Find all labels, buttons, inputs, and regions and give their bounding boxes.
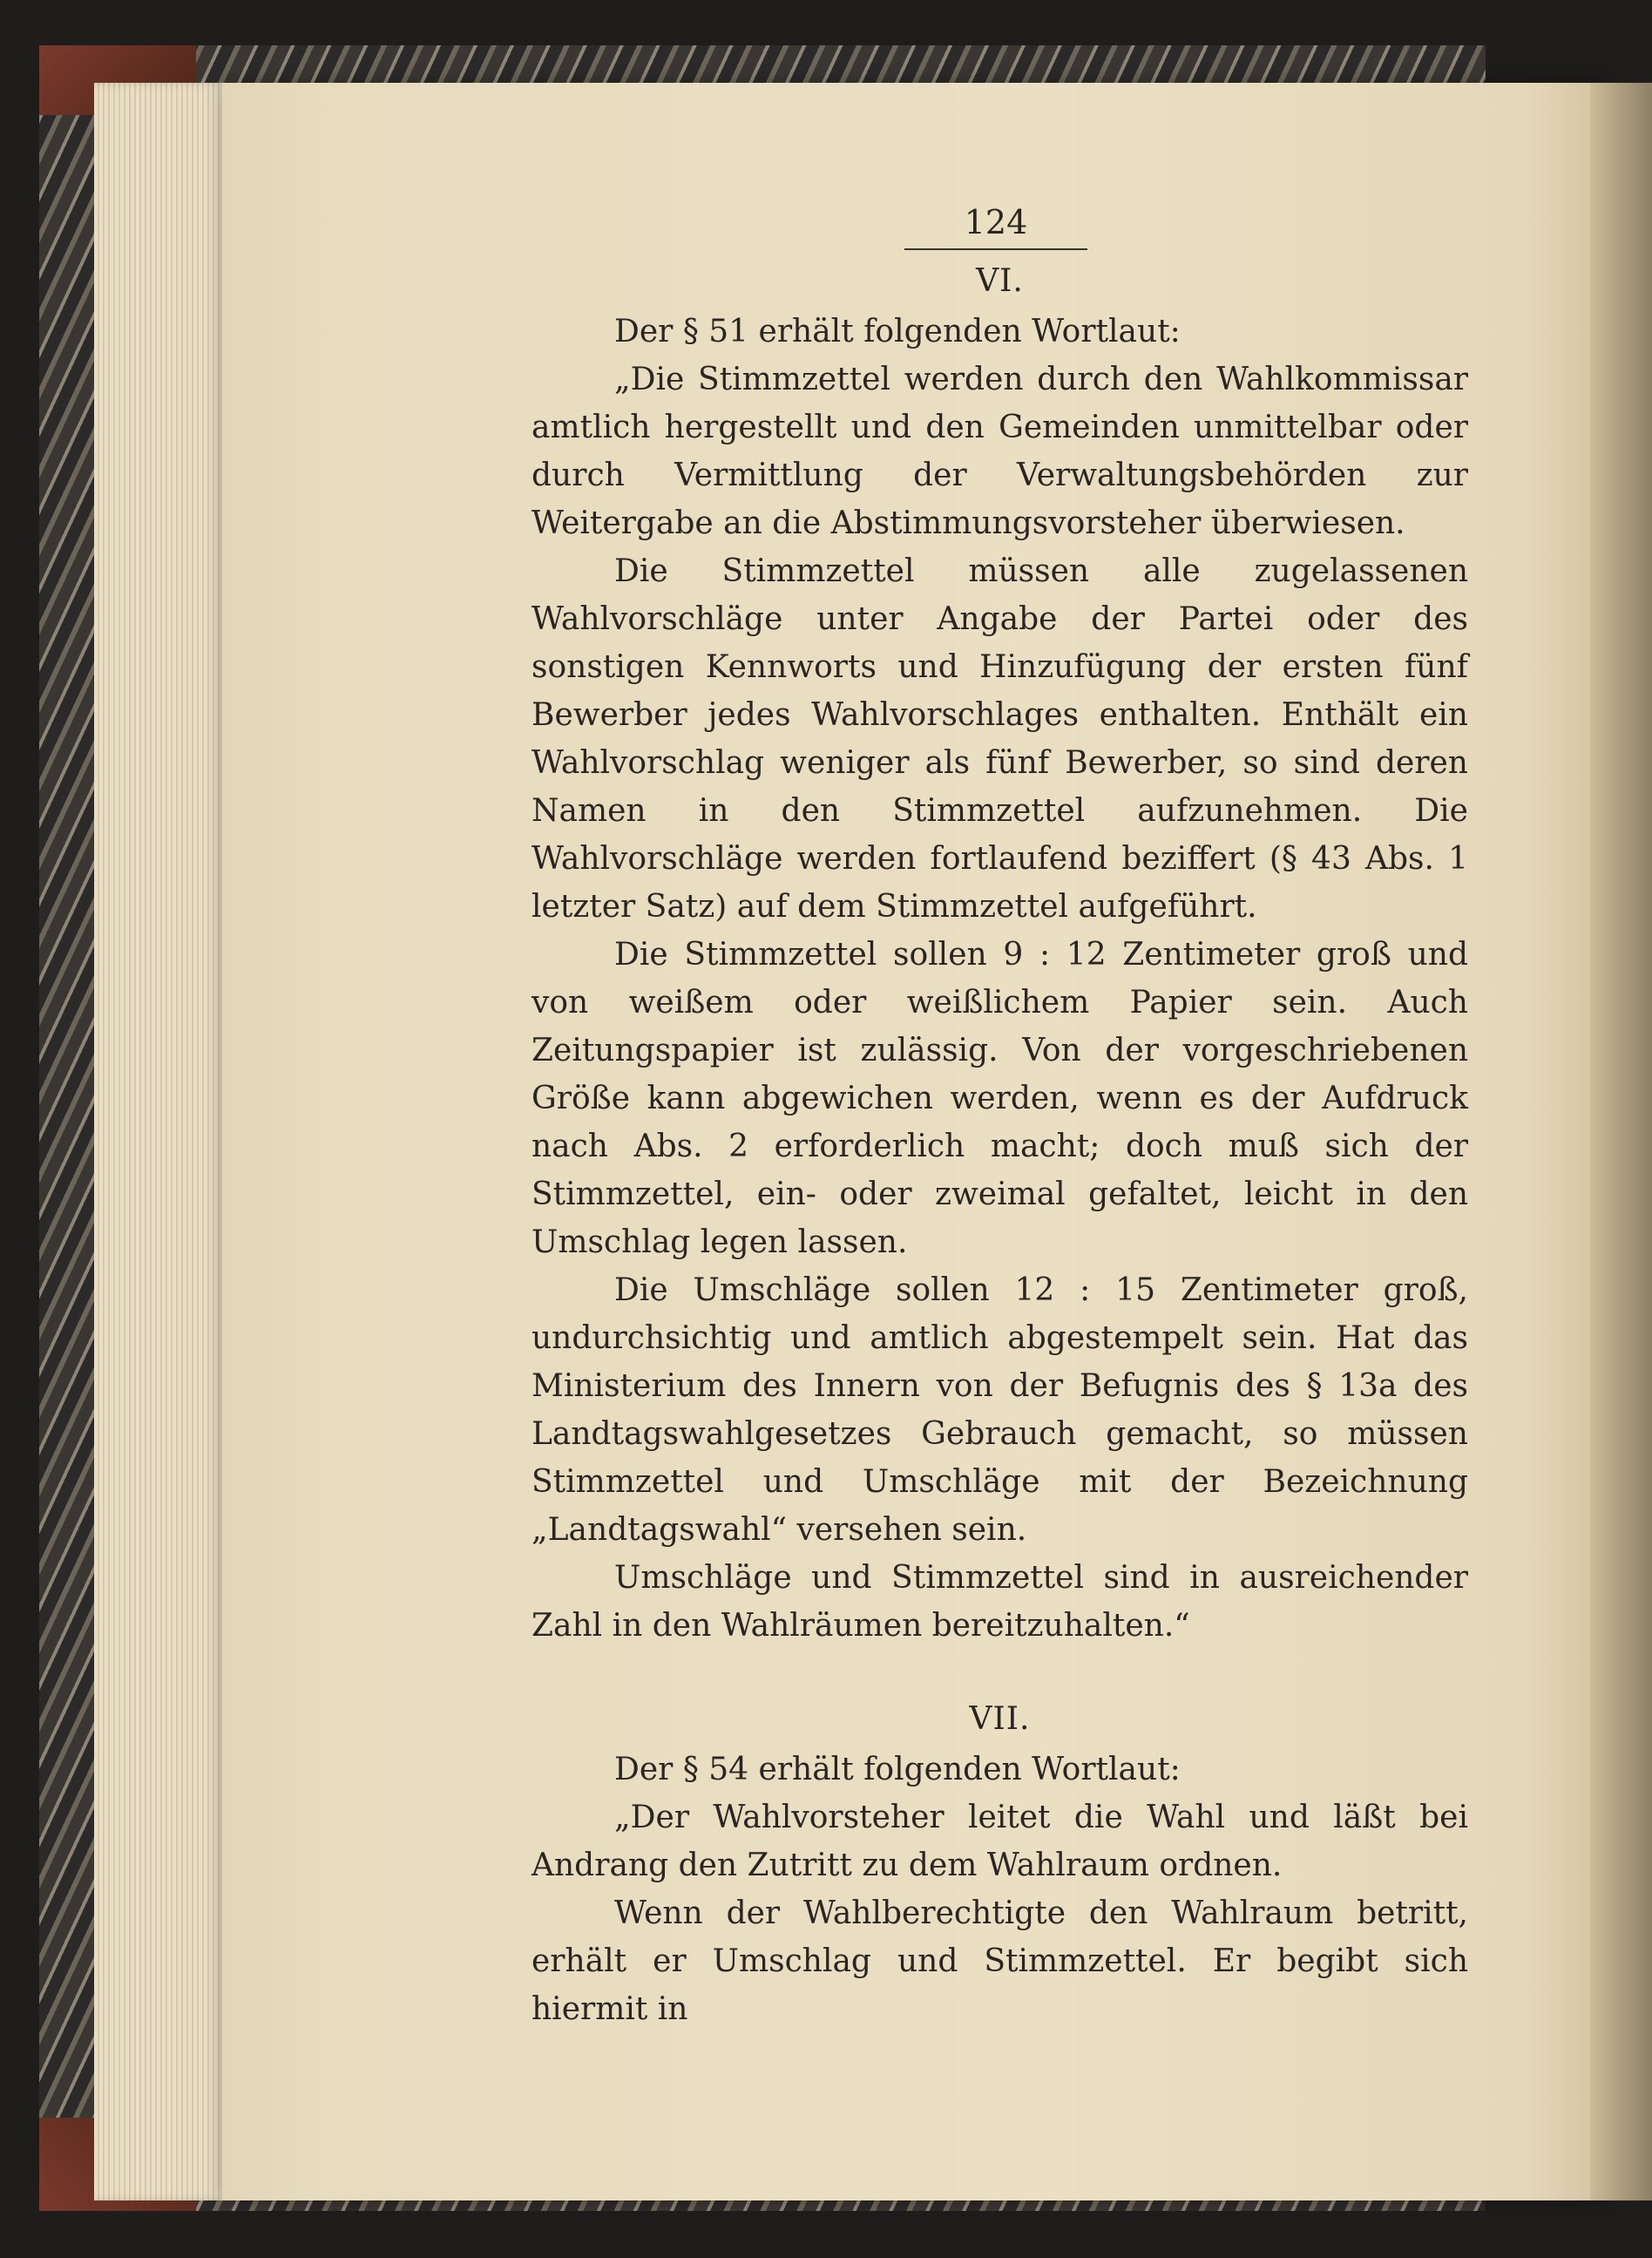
page-number: 124 — [904, 196, 1087, 250]
paragraph: „Die Stimmzettel werden durch den Wahlkommissar amtlich hergestellt und den Gemeinden unmittelbar oder durch Vermittlung der Verwaltungsbehörden zur Weitergabe an die Abstimmungsvorsteher überwiesen. — [531, 362, 1468, 541]
paragraph: Wenn der Wahlberechtigte den Wahlraum betritt, erhält er Umschlag und Stimmzettel. Er begibt sich hiermit in — [531, 1895, 1468, 2027]
section-intro: Der § 54 erhält folgenden Wortlaut: — [614, 1752, 1181, 1787]
paragraph: Die Stimmzettel müssen alle zugelassenen Wahlvorschläge unter Angabe der Partei oder des sonstigen Kennworts und Hinzufügung der ersten fünf Bewerber jedes Wahlvorschlages enthalten. Enthält ein Wahlvorschlag weniger als fünf Bewerber, so sind deren Namen in den Stimmzettel aufzunehmen. Die Wahlvorschläge werden fortlaufend beziffert (§ 43 Abs. 1 letzter Satz) auf dem Stimmzettel aufgeführt. — [531, 553, 1468, 925]
page-gutter — [1590, 83, 1652, 2200]
paragraph: Die Umschläge sollen 12 : 15 Zentimeter groß, undurchsichtig und amtlich abgestempelt sein. Hat das Ministerium des Innern von der Befugnis des § 13a des Landtagswahlgesetzes Gebrauch gemacht, so müssen Stimmzettel und Umschläge mit der Bezeichnung „Landtagswahl“ versehen sein. — [531, 1272, 1468, 1548]
paragraph: Umschläge und Stimmzettel sind in ausreichender Zahl in den Wahlräumen bereitzuhalten.“ — [531, 1560, 1468, 1644]
section-heading-vi: VI. — [976, 263, 1024, 299]
section-heading-vii: VII. — [969, 1701, 1031, 1737]
page-text — [531, 196, 1468, 2033]
section-intro: Der § 51 erhält folgenden Wortlaut: — [614, 314, 1181, 349]
paragraph: „Der Wahlvorsteher leitet die Wahl und läßt bei Andrang den Zutritt zu dem Wahlraum ordnen. — [531, 1800, 1468, 1883]
paragraph: Die Stimmzettel sollen 9 : 12 Zentimeter groß und von weißem oder weißlichem Papier sein. Auch Zeitungspapier ist zulässig. Von der vorgeschriebenen Größe kann abgewichen werden, wenn es der Aufdruck nach Abs. 2 erforderlich macht; doch muß sich der Stimmzettel, ein- oder zweimal gefaltet, leicht in den Umschlag legen lassen. — [531, 937, 1468, 1260]
